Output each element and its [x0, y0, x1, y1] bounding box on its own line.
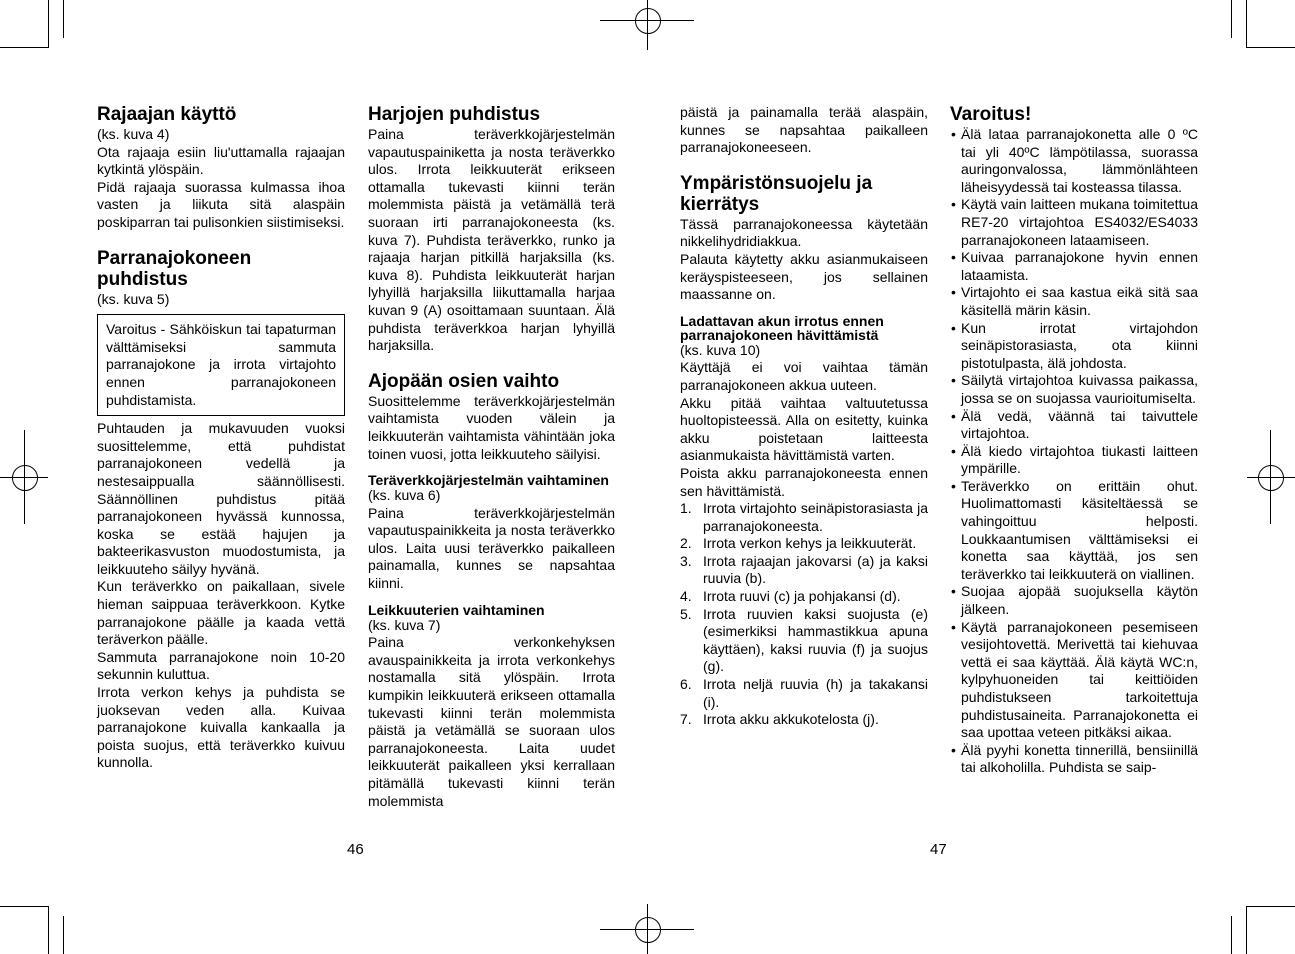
paragraph: Tässä parranajokoneessa käytetään nikkelihydridiakkua. [680, 215, 928, 250]
list-item: • Kun irrotat virtajohdon seinäpistorasiasta, ota kiinni pistotulpasta, älä johdosta. [951, 319, 1198, 371]
step-number: 4. [680, 588, 692, 605]
bullet-text: Älä kiedo virtajohtoa tiukasti laitteen ympärille. [961, 442, 1198, 477]
section-title-varoitus: Varoitus! [950, 104, 1032, 125]
paragraph: Poista akku parranajokoneesta ennen sen hävittämistä. [680, 464, 928, 499]
bullet-text: Teräverkko on erittäin ohut. Huolimattomasti käsiteltäessä se vahingoittuu helposti. Loukkaantumisen välttämiseksi ei konetta saa käyttää, jos sen teräverkko tai leikkuuterä on viallinen. [961, 477, 1198, 582]
register-circle [12, 465, 38, 491]
paragraph: Sammuta parranajokone noin 10-20 sekunnin kuluttua. [97, 648, 345, 683]
list-item [680, 500, 928, 535]
list-item [680, 676, 928, 711]
step-text: Irrota ruuvi (c) ja pohjakansi (d). [703, 588, 901, 605]
subsection-title: Ladattavan akun irrotus ennen parranajokoneen hävittämistä [680, 312, 884, 343]
step-number: 6. [680, 676, 692, 693]
step-number: 5. [680, 605, 692, 622]
bullet-text: Suojaa ajopää suojuksella käytön jälkeen. [961, 583, 1198, 618]
paragraph: Käyttäjä ei voi vaihtaa tämän parranajokoneen akkua uuteen. [680, 359, 928, 393]
paragraph: Paina teräverkkojärjestelmän vapautuspainikkeita ja nosta teräverkko ulos. Laita uusi teräverkko paikalleen painamalla, kunnes se napsahtaa kiinni. [368, 504, 615, 592]
crop-mark [1246, 906, 1247, 954]
bullet-text: Käytä parranajokoneen pesemiseen vesijohtovettä. Merivettä tai kiehuvaa vettä ei saa käyttää. Älä käytä WC:n, kylpyhuoneiden tai keittiöiden puhdistukseen tarkoitettuja puhdistusaineita. Parranajokonetta ei saa upottaa veteen pitkäksi aikaa. [961, 618, 1198, 741]
crop-mark [1247, 47, 1295, 48]
paragraph: Palauta käytetty akku asianmukaiseen keräyspisteeseen, jos sellainen maassanne on. [680, 250, 928, 303]
paragraph: Irrota verkon kehys ja puhdista se juoksevan veden alla. Kuivaa parranajokone kuivalla kankaalla ja poista suojus, että teräverkko kuivuu kunnolla. [97, 684, 345, 771]
paragraph: Paina verkonkehyksen avauspainikkeita ja irrota verkonkehys nostamalla sitä ylöspäin. Irrota kumpikin leikkuuterä erikseen ottamalla tukevasti kiinni terän molemmista päistä ja vetämällä se suoraan ulos parranajokoneesta. Laita uudet leikkuuterät paikalleen yksi kerrallaan pitämällä tukevasti kiinni terän molemmista [368, 634, 615, 809]
subsection-title: Leikkuuterien vaihtaminen [368, 601, 545, 618]
paragraph: Paina teräverkkojärjestelmän vapautuspainiketta ja nosta teräverkko ulos. Irrota leikkuuterät erikseen ottamalla tukevasti kiinni terän molemmista päistä ja vetämällä terä suoraan irti parranajokoneesta (ks. kuva 7). Puhdista teräverkko, runko ja rajaaja harjan pitkillä harjaksilla (ks. kuva 8). Puhdista leikkuuterät harjan lyhyillä harjaksilla liikuttamalla harjaa kuvan 9 (A) osoittamaan suuntaan. Älä puhdista teräverkkoa harjan lyhyillä harjaksilla. [368, 126, 615, 354]
step-text: Irrota verkon kehys ja leikkuuterät. [703, 535, 917, 552]
list-item [680, 606, 928, 676]
section-title-rajaaja: Rajaajan käyttö [97, 104, 237, 125]
step-text: Irrota rajaajan jakovarsi (a) ja kaksi ruuvia (b). [703, 552, 928, 587]
page-number-right: 47 [930, 841, 947, 858]
column-1 [97, 104, 345, 772]
bullet-text: Kun irrotat virtajohdon seinäpistorasiasta, ota kiinni pistotulpasta, älä johdosta. [961, 319, 1198, 371]
crop-mark [1231, 916, 1232, 954]
paragraph: päistä ja painamalla terää alaspäin, kunnes se napsahtaa paikalleen parranajokoneeseen. [680, 104, 928, 156]
reference: (ks. kuva 7) [368, 616, 441, 633]
paragraph: Puhtauden ja mukavuuden vuoksi suosittelemme, että puhdistat parranajokoneen vedellä ja nestesaippualla säännöllisesti. Säännöllinen puhdistus pitää parranajokoneen hyvässä kunnossa, koska se estää hajujen ja bakteerikasvuston muodostumista, ja leikkuuteho säilyy hyvänä. [97, 420, 345, 577]
warning-text: Varoitus - Sähköiskun tai tapaturman välttämiseksi sammuta parranajokone ja irrota virtajohto ennen parranajokoneen puhdistamista. [106, 321, 336, 408]
crop-mark [63, 916, 64, 954]
warning-list [950, 126, 1198, 777]
list-item: • Suojaa ajopää suojuksella käytön jälkeen. [951, 583, 1198, 618]
bullet-text: Säilytä virtajohtoa kuivassa paikassa, jossa se on suojassa vaurioitumiselta. [961, 372, 1198, 406]
paragraph: Pidä rajaaja suorassa kulmassa ihoa vasten ja liikuta sitä alaspäin poskiparran tai pulisonkien siistimiseksi. [97, 178, 345, 230]
bullet-text: Virtajohto ei saa kastua eikä sitä saa käsitellä märin käsin. [961, 284, 1198, 318]
subsection-title: Teräverkkojärjestelmän vaihtaminen [368, 472, 609, 489]
list-item: • Teräverkko on erittäin ohut. Huolimattomasti käsiteltäessä se vahingoittuu helposti. Loukkaantumisen välttämiseksi ei konetta saa käyttää, jos sen teräverkko tai leikkuuterä on viallinen. [951, 477, 1198, 582]
list-item [680, 535, 928, 553]
list-item: • Säilytä virtajohtoa kuivassa paikassa, jossa se on suojassa vaurioitumiselta. [951, 372, 1198, 406]
bullet-text: Älä vedä, väännä tai taivuttele virtajohtoa. [961, 407, 1198, 442]
reference: (ks. kuva 5) [97, 290, 170, 307]
step-number: 3. [680, 552, 692, 569]
reference: (ks. kuva 6) [368, 487, 441, 504]
step-text: Irrota neljä ruuvia (h) ja takakansi (i). [703, 676, 928, 710]
crop-mark [0, 906, 48, 907]
register-circle [635, 8, 661, 34]
register-circle [635, 917, 661, 943]
crop-mark [1231, 0, 1232, 38]
section-title-puhdistus: Parranajokoneen puhdistus [97, 247, 252, 290]
list-item: • Älä vedä, väännä tai taivuttele virtajohtoa. [951, 407, 1198, 442]
list-item: • Älä pyyhi konetta tinnerillä, bensiinillä tai alkoholilla. Puhdista se saip- [951, 741, 1198, 776]
step-text: Irrota virtajohto seinäpistorasiasta ja parranajokoneesta. [703, 500, 928, 534]
warning-box [97, 314, 345, 416]
crop-mark [1247, 906, 1295, 907]
list-item: • Älä lataa parranajokonetta alle 0 ºC tai yli 40ºC lämpötilassa, suorassa auringonvalossa, lämmönlähteen läheisyydessä tai kosteassa tilassa. [951, 126, 1198, 195]
list-item: • Älä kiedo virtajohtoa tiukasti laitteen ympärille. [951, 442, 1198, 477]
step-number: 1. [680, 500, 692, 517]
step-number: 2. [680, 535, 692, 552]
section-title-ymparisto: Ympäristönsuojelu ja kierrätys [680, 172, 873, 215]
column-3 [680, 104, 928, 729]
column-2 [368, 104, 615, 810]
section-title-vaihto: Ajopään osien vaihto [368, 370, 560, 392]
page-number-left: 46 [347, 841, 364, 858]
list-item [680, 711, 928, 729]
section-title-harjat: Harjojen puhdistus [368, 104, 541, 125]
step-text: Irrota ruuvien kaksi suojusta (e) (esimerkiksi hammastikkua apuna käyttäen), kaksi ruuvia (f) ja suojus (g). [703, 605, 928, 675]
list-item: • Virtajohto ei saa kastua eikä sitä saa käsitellä märin käsin. [951, 284, 1198, 318]
list-item: • Käytä parranajokoneen pesemiseen vesijohtovettä. Merivettä tai kiehuvaa vettä ei saa käyttää. Älä käytä WC:n, kylpyhuoneiden tai keittiöiden puhdistukseen tarkoitettuja puhdistusaineita. Parranajokonetta ei saa upottaa veteen pitkäksi aikaa. [951, 618, 1198, 741]
step-text: Irrota akku akkukotelosta (j). [703, 711, 879, 728]
list-item [680, 588, 928, 606]
crop-mark [48, 906, 49, 954]
bullet-text: Kuivaa parranajokone hyvin ennen lataamista. [961, 249, 1198, 283]
bullet-text: Älä lataa parranajokonetta alle 0 ºC tai yli 40ºC lämpötilassa, suorassa auringonvalossa, lämmönlähteen läheisyydessä tai kosteassa tilassa. [961, 126, 1198, 195]
paragraph: Ota rajaaja esiin liu'uttamalla rajaajan kytkintä ylöspäin. [97, 143, 345, 178]
column-4 [950, 104, 1198, 777]
crop-mark [63, 0, 64, 38]
list-item [680, 553, 928, 588]
paragraph: Akku pitää vaihtaa valtuutetussa huoltopisteessä. Alla on esitetty, kuinka akku poistetaan laitteesta asianmukaista hävittämistä varten. [680, 394, 928, 464]
list-item: • Kuivaa parranajokone hyvin ennen lataamista. [951, 249, 1198, 283]
crop-mark [48, 0, 49, 48]
reference: (ks. kuva 10) [680, 341, 761, 358]
crop-mark [1246, 0, 1247, 48]
step-number: 7. [680, 711, 692, 728]
bullet-text: Käytä vain laitteen mukana toimitettua RE7-20 virtajohtoa ES4032/ES4033 parranajokoneen lataamiseen. [961, 196, 1198, 248]
paragraph: Suosittelemme teräverkkojärjestelmän vaihtamista vuoden välein ja leikkuuterän vaihtamista vähintään joka toinen vuosi, jotta leikkuuteho säilyisi. [368, 392, 615, 462]
list-item: • Käytä vain laitteen mukana toimitettua RE7-20 virtajohtoa ES4032/ES4033 parranajokoneen lataamiseen. [951, 196, 1198, 248]
bullet-text: Älä pyyhi konetta tinnerillä, bensiinillä tai alkoholilla. Puhdista se saip- [961, 741, 1198, 776]
paragraph: Kun teräverkko on paikallaan, sivele hieman saippuaa teräverkkoon. Kytke parranajokone päälle ja kaada vettä teräverkon päälle. [97, 578, 345, 648]
register-circle [1258, 465, 1284, 491]
crop-mark [0, 47, 48, 48]
removal-steps [680, 500, 928, 729]
paragraph: (ks. kuva 4) [97, 126, 170, 142]
